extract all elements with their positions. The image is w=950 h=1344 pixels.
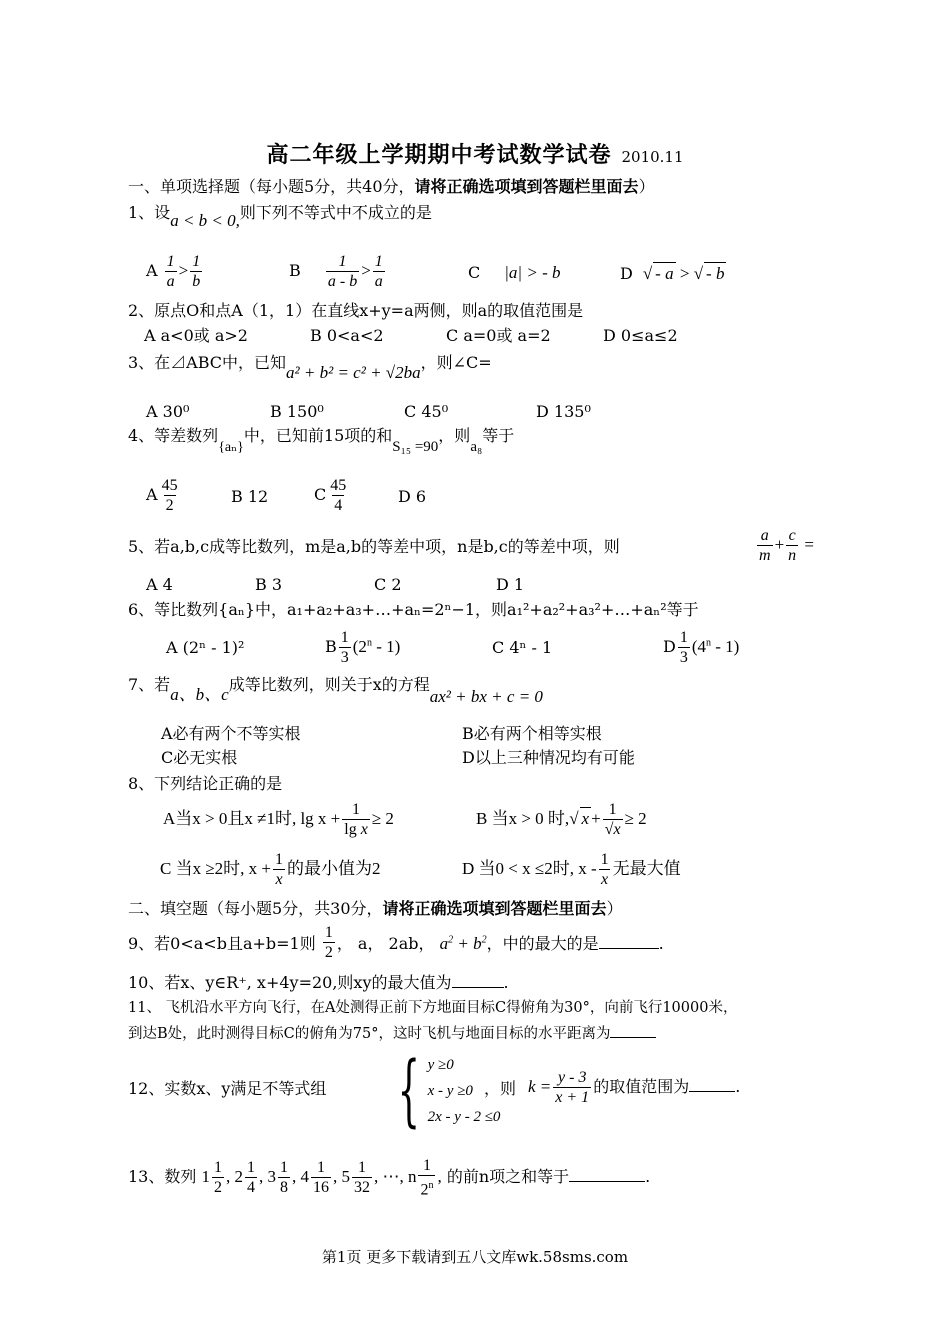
question-12: 12、实数x、y满足不等式组 <box>128 1079 327 1098</box>
q6-option-c: C 4ⁿ - 1 <box>492 638 553 657</box>
q8-option-c: C 当x ≥2时, x + $\frac{1}{x}$ 的最小值为2 <box>160 851 381 888</box>
q3-option-a: A 30⁰ <box>146 402 190 421</box>
q7-option-d: D以上三种情况均有可能 <box>462 748 635 767</box>
q2-option-a: A a<0或 a>2 <box>144 326 248 345</box>
q4-option-c: C $\frac{45}{4}$ <box>314 477 347 514</box>
page-footer: 第1页 更多下载请到五八文库wk.58sms.com <box>321 1248 629 1266</box>
q13-answer-blank[interactable] <box>569 1165 645 1182</box>
title-main: 高二年级上学期期中考试数学试卷 <box>266 143 612 168</box>
q3-option-d: D 135⁰ <box>536 402 591 421</box>
question-1: 1、设a < b < 0,则下列不等式中不成立的是 <box>128 203 432 230</box>
q5-expression: $\frac{a}{m}$ + $\frac{c}{n}$ = <box>759 527 814 564</box>
q4-option-a: A $\frac{45}{2}$ <box>146 477 178 514</box>
q1-option-c: C |a| > - b <box>468 263 561 282</box>
q6-option-b: B $\frac{1}{3}$ (2$^n$ - 1) <box>325 629 401 666</box>
question-11-line1: 11、 飞机沿水平方向飞行，在A处测得正前下方地面目标C得俯角为30°，向前飞行10000米， <box>128 1000 738 1016</box>
q1-option-d: D √ - a > √ - b <box>620 264 725 283</box>
section1-heading: 一、单项选择题（每小题5分，共40分，请将正确选项填到答题栏里面去） <box>128 177 655 196</box>
q12-expression: k = $\frac{y - 3}{x + 1}$ 的取值范围为 . <box>528 1069 741 1106</box>
q7-option-c: C必无实根 <box>161 748 238 767</box>
q4-option-d: D 6 <box>398 487 427 506</box>
question-11-line2: 到达B处，此时测得目标C的俯角为75°，这时飞机与地面目标的水平距离为 <box>128 1021 656 1045</box>
q9-answer-blank[interactable] <box>599 932 659 949</box>
question-2: 2、原点O和点A（1，1）在直线x+y=a两侧，则a的取值范围是 <box>128 301 584 320</box>
question-9: 9、若0<a<b且a+b=1则 $\frac{1}{2}$ ， a， 2ab， $a^2 + b^2$，中的最大的是 . <box>128 924 664 961</box>
title-date: 2010.11 <box>621 148 684 166</box>
q2-option-d: D 0≤a≤2 <box>603 326 678 345</box>
q7-option-a: A必有两个不等实根 <box>161 724 301 743</box>
q4-option-b: B 12 <box>231 487 269 506</box>
q11-answer-blank[interactable] <box>610 1021 656 1038</box>
q5-option-d: D 1 <box>496 575 525 594</box>
q10-answer-blank[interactable] <box>452 971 504 988</box>
q8-option-a: A当x > 0且x ≠1时, lg x + $\frac{1}{\text{lg x}}$ ≥ 2 <box>163 801 394 838</box>
question-5: 5、若a,b,c成等比数列，m是a,b的等差中项，n是b,c的等差中项，则 <box>128 537 620 556</box>
q8-option-d: D 当0 < x ≤2时, x - $\frac{1}{x}$ 无最大值 <box>462 851 681 888</box>
q12-answer-blank[interactable] <box>689 1075 735 1092</box>
section2-heading: 二、填空题（每小题5分，共30分，请将正确选项填到答题栏里面去） <box>128 899 623 918</box>
q2-option-c: C a=0或 a=2 <box>446 326 551 345</box>
q3-option-b: B 150⁰ <box>270 402 324 421</box>
q1-option-a: A $\frac{1}{a}$ > $\frac{1}{b}$ <box>146 253 201 290</box>
question-8: 8、下列结论正确的是 <box>128 774 283 793</box>
q5-option-c: C 2 <box>374 575 402 594</box>
q7-option-b: B必有两个相等实根 <box>462 724 602 743</box>
question-4: 4、等差数列{aₙ}中，已知前15项的和S₁₅ =90，则a₈等于 <box>128 426 515 455</box>
q6-option-a: A (2ⁿ - 1)² <box>166 638 245 657</box>
q5-option-a: A 4 <box>146 575 173 594</box>
question-10: 10、若x、y∈R⁺, x+4y=20,则xy的最大值为 . <box>128 973 509 992</box>
q12-rest: ，则 <box>484 1079 517 1098</box>
q3-option-c: C 45⁰ <box>404 402 449 421</box>
exam-title <box>0 138 950 169</box>
q1-option-b: B $\frac{1}{a - b}$ > $\frac{1}{a}$ <box>289 253 383 290</box>
question-13: 13、数列 1 $\frac{1}{2}$ , 2 $\frac{1}{4}$ , 3 $\frac{1}{8}$ , 4 $\frac{1}{16}$ , 5 $\frac{1}{32}$ , ⋯, n $\frac{1}{2^n}$ , 的前n项之和等于 . <box>128 1157 651 1199</box>
question-6: 6、等比数列{aₙ}中，a₁+a₂+a₃+…+aₙ=2ⁿ−1，则a₁²+a₂²+a₃²+…+aₙ²等于 <box>128 600 699 619</box>
q2-option-b: B 0<a<2 <box>310 326 384 345</box>
q5-option-b: B 3 <box>255 575 283 594</box>
question-7: 7、若a、b、c成等比数列，则关于x的方程ax² + bx + c = 0 <box>128 675 543 706</box>
q6-option-d: D $\frac{1}{3}$ (4$^n$ - 1) <box>663 629 740 666</box>
q12-system: { y ≥0 x - y ≥0 2x - y - 2 ≤0 <box>397 1046 501 1136</box>
q8-option-b: B 当x > 0 时,√ x + $\frac{1}{√x}$ ≥ 2 <box>476 801 647 838</box>
question-3: 3、在⊿ABC中，已知a² + b² = c² + √2ba，则∠C= <box>128 353 492 382</box>
